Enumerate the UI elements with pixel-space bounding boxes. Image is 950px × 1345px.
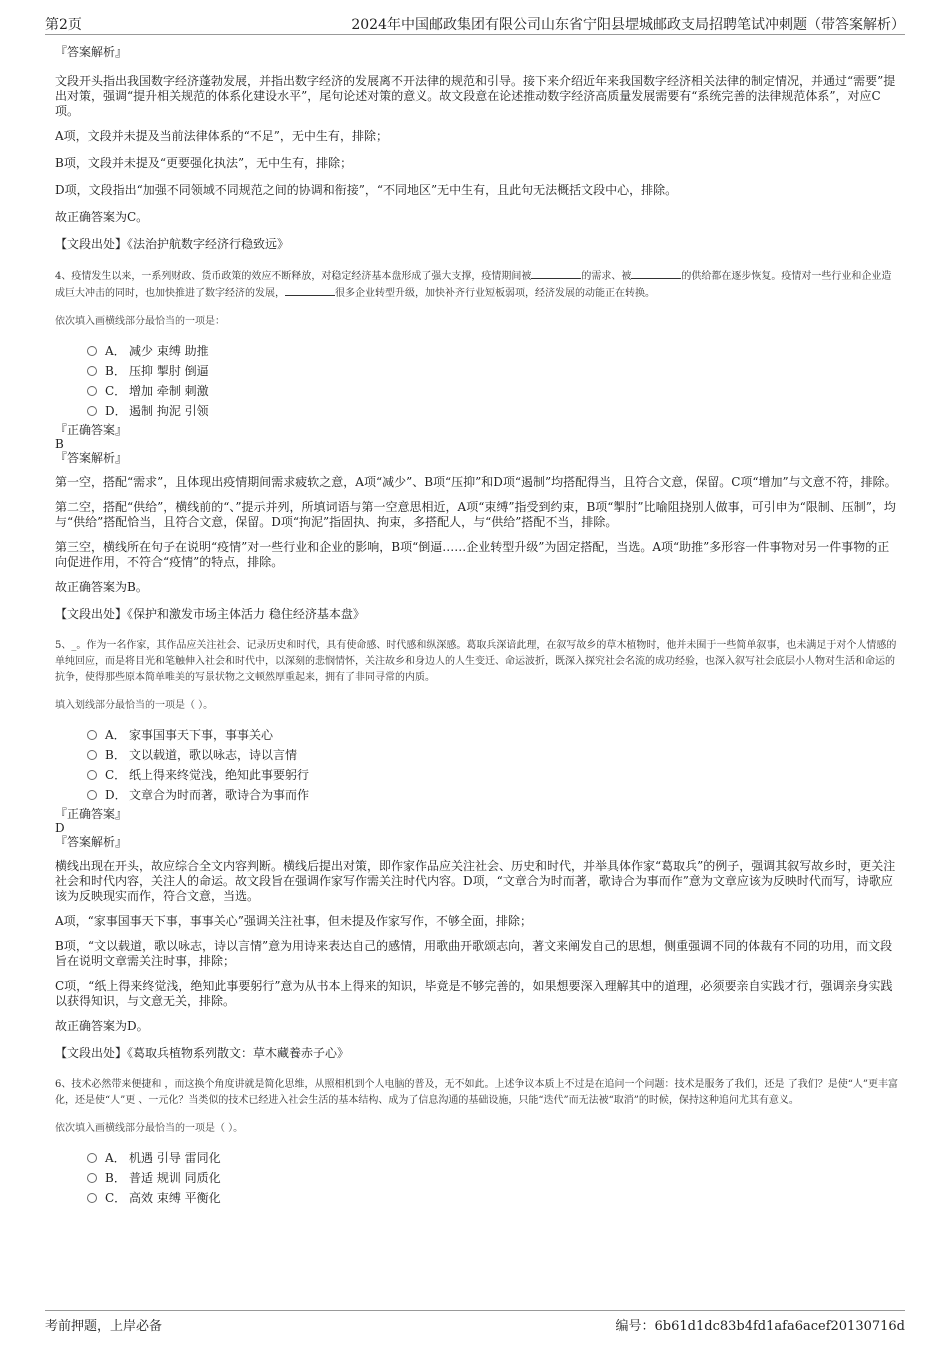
- correct-answer-tag: 『正确答案』: [55, 423, 128, 437]
- option-a[interactable]: A． 减少 束缚 助推: [87, 341, 900, 361]
- question-stem: [55, 268, 900, 302]
- analysis-tag: 『答案解析』: [55, 451, 128, 465]
- option-b[interactable]: B． 文以载道，歌以咏志，诗以言情: [87, 745, 900, 765]
- option-b[interactable]: B． 普适 规训 同质化: [87, 1168, 900, 1188]
- option-d[interactable]: D． 文章合为时而著，歌诗合为事而作: [87, 785, 900, 805]
- analysis-paragraph: B项，“文以载道，歌以咏志，诗以言情”意为用诗来表达自己的感情，用歌曲开歌颂志向，著文来阐发自己的思想，侧重强调不同的体裁有不同的功用，而文段旨在说明文章需关注时事，排除；: [55, 939, 893, 968]
- stem-text: 的供给都在逐步恢复。疫情对一些行业和企业造成巨大冲击的同时，也加快推进了数字经济的发展，: [55, 271, 892, 299]
- stem-text: 很多企业转型升级，加快补齐行业短板弱项，经济发展的动能正在转换。: [335, 288, 655, 299]
- option-a[interactable]: A． 家事国事天下事，事事关心: [87, 725, 900, 745]
- document-id: 编号：6b61d1dc83b4fd1afa6acef20130716d: [615, 1319, 905, 1334]
- option-list: [55, 341, 900, 421]
- page-header: [45, 14, 905, 35]
- stem-text: 4、疫情发生以来，一系列财政、货币政策的效应不断释放，对稳定经济基本盘形成了强大支撑，疫情期间被: [55, 271, 532, 282]
- radio-icon[interactable]: [87, 1153, 97, 1163]
- document-title: 2024年中国邮政集团有限公司山东省宁阳县堽城邮政支局招聘笔试冲刺题（带答案解析）: [351, 17, 905, 33]
- correct-answer-tag: 『正确答案』: [55, 807, 128, 821]
- question-stem: 6、技术必然带来便捷和 ，而这换个角度讲就是简化思维，从照相机到个人电脑的普及，无不如此。上述争议本质上不过是在追问一个问题：技术是服务了我们，还是 了我们？是使“人”更丰富化，还是使“人”更 、一元化？当类似的技术已经进入社会生活的基本结构、成为了信息沟通的基础设施，只能“迭代”而无法被“取消”的时候，保持这种追问尤其有意义。: [55, 1079, 898, 1106]
- option-d[interactable]: D． 遏制 拘泥 引领: [87, 401, 900, 421]
- question-instruction: 填入划线部分最恰当的一项是（ ）。: [55, 700, 214, 711]
- radio-icon[interactable]: [87, 1173, 97, 1183]
- analysis-paragraph: A项，文段并未提及当前法律体系的“不足”，无中生有，排除；: [55, 129, 388, 143]
- fill-blank: [631, 268, 681, 279]
- correct-answer: B: [55, 437, 64, 451]
- radio-icon[interactable]: [87, 386, 97, 396]
- document-body: [55, 44, 900, 1208]
- radio-icon[interactable]: [87, 406, 97, 416]
- radio-icon[interactable]: [87, 1193, 97, 1203]
- source-citation: 【文段出处】《葛取兵植物系列散文：草木藏養赤子心》: [55, 1046, 350, 1060]
- analysis-paragraph: 横线出现在开头，故应综合全文内容判断。横线后提出对策，即作家作品应关注社会、历史和时代，并举具体作家“葛取兵”的例子，强调其叙写故乡时，更关注社会和时代内容，关注人的命运。故文段旨在强调作家写作需关注时代内容。D项，“文章合为时而著，歌诗合为事而作”意为文章应该为反映时代而写，诗歌应该为反映现实而作，符合文意，当选。: [55, 859, 896, 903]
- question-instruction: 依次填入画横线部分最恰当的一项是：: [55, 316, 225, 327]
- option-a[interactable]: A． 机遇 引导 雷同化: [87, 1148, 900, 1168]
- question-instruction: 依次填入画横线部分最恰当的一项是（ ）。: [55, 1123, 244, 1134]
- analysis-paragraph: B项，文段并未提及“更要强化执法”，无中生有，排除；: [55, 156, 353, 170]
- source-citation: 【文段出处】《保护和激发市场主体活力 稳住经济基本盘》: [55, 607, 365, 621]
- analysis-paragraph: D项，文段指出“加强不同领域不同规范之间的协调和衔接”，“不同地区”无中生有，且此句无法概括文段中心，排除。: [55, 183, 678, 197]
- fill-blank: [531, 268, 581, 279]
- stem-text: 的需求、被: [581, 271, 632, 282]
- answer-conclusion: 故正确答案为C。: [55, 210, 149, 224]
- analysis-paragraph: 第三空，横线所在句子在说明“疫情”对一些行业和企业的影响，B项“倒逼……企业转型升级”为固定搭配，当选。A项“助推”多形容一件事物对另一件事物的正向促进作用，不符合“疫情”的特点，排除。: [55, 540, 890, 569]
- radio-icon[interactable]: [87, 770, 97, 780]
- question-stem: 5、_。作为一名作家，其作品应关注社会、记录历史和时代，具有使命感、时代感和纵深感。葛取兵深谙此理，在叙写故乡的草木植物时，他并未囿于一些简单叙事，也未满足于对个人情感的单纯回应，而是将目光和笔触伸入社会和时代中，以深刻的悲悯情怀，关注故乡和身边人的人生变迁、命运波折，既深入探究社会名流的成功经验，也深入叙写社会底层小人物对生活和命运的抗争，使得那些原本简单唯美的写景状物之文顿然厚重起来，拥有了非同寻常的内质。: [55, 640, 897, 683]
- analysis-paragraph: 第二空，搭配“供给”，横线前的“、”提示并列，所填词语与第一空意思相近，A项“束缚”指受到约束，B项“掣肘”比喻阻挠别人做事，可引申为“限制、压制”，均与“供给”搭配恰当，且符合文意，保留。D项“拘泥”指固执、拘束，多搭配人，与“供给”搭配不当，排除。: [55, 500, 896, 529]
- footer-slogan: 考前押题，上岸必备: [45, 1319, 163, 1334]
- source-citation: 【文段出处】《法治护航数字经济行稳致远》: [55, 237, 290, 251]
- analysis-paragraph: A项，“家事国事天下事，事事关心”强调关注社事，但未提及作家写作，不够全面，排除；: [55, 914, 532, 928]
- option-c[interactable]: C． 纸上得来终觉浅，绝知此事要躬行: [87, 765, 900, 785]
- option-c[interactable]: C． 增加 牵制 刺激: [87, 381, 900, 401]
- radio-icon[interactable]: [87, 750, 97, 760]
- radio-icon[interactable]: [87, 346, 97, 356]
- analysis-tag: 『答案解析』: [55, 835, 128, 849]
- analysis-tag: 『答案解析』: [55, 45, 128, 59]
- answer-conclusion: 故正确答案为D。: [55, 1019, 149, 1033]
- radio-icon[interactable]: [87, 366, 97, 376]
- option-list: [55, 1148, 900, 1208]
- analysis-paragraph: C项，“纸上得来终觉浅，绝知此事要躬行”意为从书本上得来的知识，毕竟是不够完善的，如果想要深入理解其中的道理，必须要亲自实践才行，强调亲身实践以获得知识，与文意无关，排除。: [55, 979, 893, 1008]
- analysis-paragraph: 第一空，搭配“需求”，且体现出疫情期间需求疲软之意，A项“减少”、B项“压抑”和D项“遏制”均搭配得当，且符合文意，保留。C项“增加”与文意不符，排除。: [55, 475, 897, 489]
- page-footer: [45, 1310, 905, 1334]
- radio-icon[interactable]: [87, 790, 97, 800]
- option-b[interactable]: B． 压抑 掣肘 倒逼: [87, 361, 900, 381]
- fill-blank: [285, 285, 335, 296]
- answer-conclusion: 故正确答案为B。: [55, 580, 148, 594]
- page-number: 第2页: [45, 17, 82, 33]
- option-list: [55, 725, 900, 805]
- radio-icon[interactable]: [87, 730, 97, 740]
- option-c[interactable]: C． 高效 束缚 平衡化: [87, 1188, 900, 1208]
- analysis-paragraph: 文段开头指出我国数字经济蓬勃发展，并指出数字经济的发展离不开法律的规范和引导。接下来介绍近年来我国数字经济相关法律的制定情况，并通过“需要”提出对策，强调“提升相关规范的体系化建设水平”，尾句论述对策的意义。故文段意在论述推动数字经济高质量发展需要有“系统完善的法律规范体系”，对应C项。: [55, 74, 896, 118]
- correct-answer: D: [55, 821, 65, 835]
